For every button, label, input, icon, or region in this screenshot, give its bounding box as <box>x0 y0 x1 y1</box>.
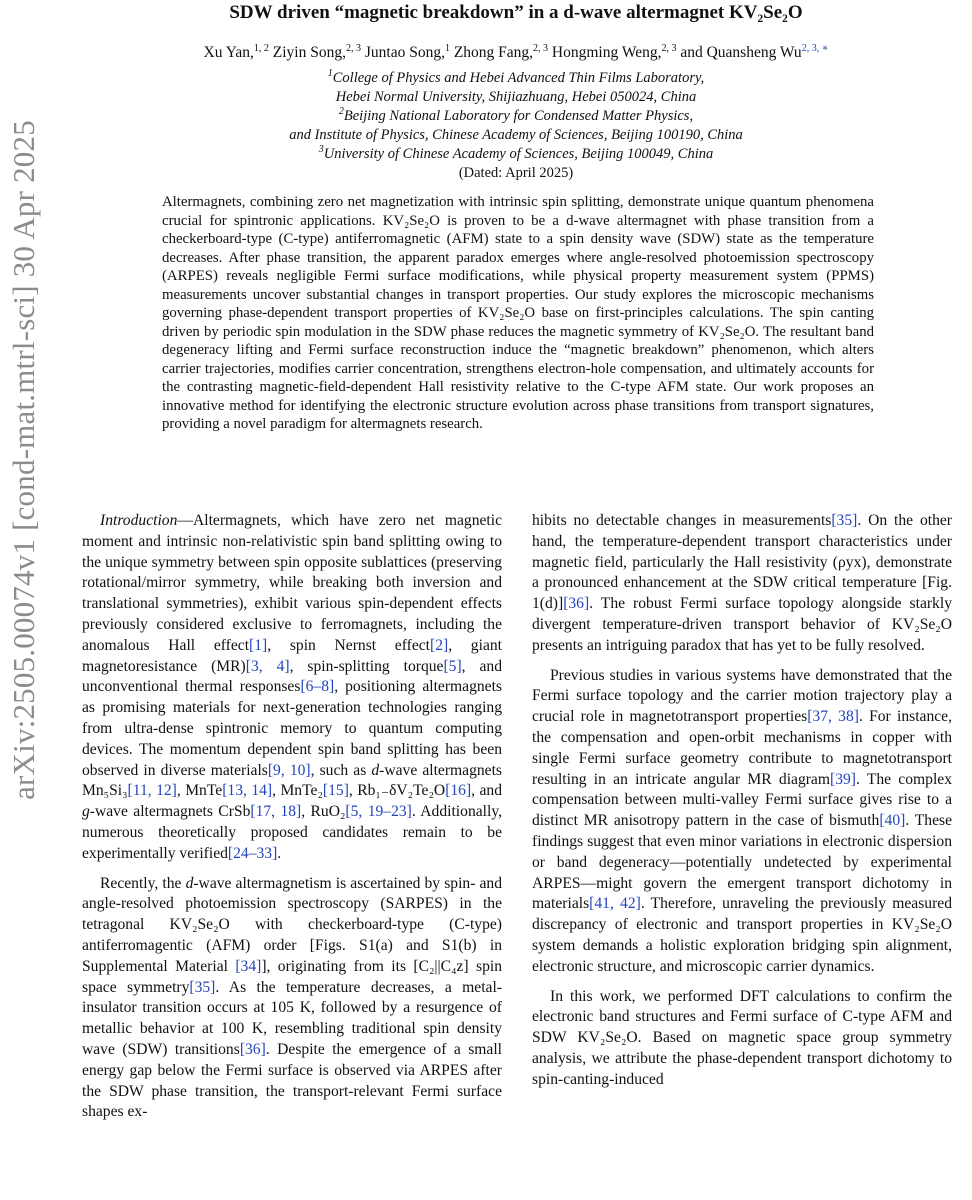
citation-link[interactable]: [9, 10] <box>267 761 311 779</box>
citation-link[interactable]: [1] <box>249 636 268 654</box>
citation-link[interactable]: [34] <box>235 957 262 975</box>
corresponding-author-link[interactable]: 2, 3, ∗ <box>801 42 829 54</box>
citation-link[interactable]: [35] <box>189 978 216 996</box>
author: Zhong Fang,$^{2, 3}$ <box>453 42 549 61</box>
affiliation-line: $^2$Beijing National Laboratory for Condensed Matter Physics, <box>338 106 694 124</box>
citation-link[interactable]: [3, 4] <box>245 657 290 675</box>
citation-link[interactable]: [37, 38] <box>807 708 859 726</box>
affiliations <box>60 69 972 183</box>
author: and Quansheng $Wu^{2, 3, ∗}$ <box>680 42 829 61</box>
author: Xu Yan,$^{1, 2}$ <box>203 42 269 61</box>
author-list <box>60 44 972 62</box>
citation-link[interactable]: [5, 19–23] <box>345 803 412 821</box>
citation-link[interactable]: [16] <box>445 782 472 800</box>
citation-link[interactable]: [15] <box>322 782 349 800</box>
abstract-text: Altermagnets, combining zero net magnetization with intrinsic spin splitting, demonstrate unique quantum phenomena crucial for spintronic applications. KV₂Se₂O is proven to be a d-wave altermagnet with phase transition from a checkerboard-type (C-type) antiferromagnetic (AFM) state to a spin density wave (SDW) state as the temperature decreases. After phase transition, the apparent paradox emerges where angle-resolved photoemission spectroscopy (ARPES) reveals negligible Fermi surface modifications, while physical property measurement system (PPMS) measurements uncover substantial changes in transport properties. Our study explores the microscopic mechanisms governing phase-dependent transport properties of KV₂Se₂O base on first-principles calculations. The spin canting driven by periodic spin modulation in the SDW phase reduces the magnetic symmetry of KV₂Se₂O. The resultant band degeneracy lifting and Fermi surface reconstruction induce the “magnetic breakdown” phenomenon, which alters carrier trajectories, modifies carrier concentration, strengthens electron-hole compensation, and ultimately accounts for the contrasting magnetic-field-dependent Hall resistivity relative to the C-type AFM state. Our work proposes an innovative method for identifying the electronic structure evolution across phase transitions from transport signatures, providing a novel paradigm for altermagnets research. <box>162 194 874 432</box>
paragraph-introduction: Introduction—Altermagnets, which have zero net magnetic moment and intrinsic non-relativistic spin band splitting owing to the unique symmetry between spin opposite sublattices (preserving rotational/mirror symmetry, while breaking both inversion and translational symmetries), exhibit various spin-dependent effects previously considered exclusive to ferromagnets, including the anomalous Hall effect[1], spin Nernst effect[2], giant magnetoresistance (MR)[3, 4], spin-splitting torque[5], and unconventional thermal responses[6–8], positioning altermagnets as promising materials for next-generation technologies ranging from ultra-dense spintronic memory to quantum computing devices. The momentum dependent spin band splitting has been observed in diverse materials[9, 10], such as d-wave altermagnets Mn₅Si₃[11, 12], MnTe[13, 14], MnTe₂[15], Rb₁₋δV₂Te₂O[16], and g-wave altermagnets CrSb[17, 18], RuO₂[5, 19–23]. Additionally, numerous theoretically proposed candidates remain to be experimentally verified[24–33]. <box>82 512 503 862</box>
citation-link[interactable]: [24–33] <box>227 844 278 862</box>
abstract <box>162 193 874 434</box>
section-lead: Introduction <box>100 512 178 529</box>
dated-line: (Dated: April 2025) <box>458 165 574 181</box>
affiliation-line: $^1$College of Physics and Hebei Advanced Thin Films Laboratory, <box>327 68 705 86</box>
citation-link[interactable]: [36] <box>563 595 590 613</box>
citation-link[interactable]: [2] <box>430 636 449 654</box>
citation-link[interactable]: [13, 14] <box>222 782 273 800</box>
right-column <box>532 511 952 1091</box>
author: Ziyin Song,$^{2, 3}$ <box>272 42 361 61</box>
paragraph-recently: Recently, the d-wave altermagnetism is ascertained by spin- and angle-resolved photoemission spectroscopy (SARPES) in the tetragonal KV₂Se₂O with checkerboard-type (C-type) antiferromagentic (AFM) order [Figs. S1(a) and S1(b) in Supplemental Material [34]], originating from its [C₂||C₄z] spin space symmetry[35]. As the temperature decreases, a metal-insulator transition occurs at 105 K, followed by a resurgence of metallic behavior at 100 K, resembling traditional spin density wave (SDW) transitions[36]. Despite the emergence of a small energy gap below the Fermi surface is observed via ARPES after the SDW phase transition, the transport-relevant Fermi surface shapes ex- <box>82 874 503 1121</box>
affiliation-line: and Institute of Physics, Chinese Academy of Sciences, Beijing 100190, China <box>289 127 743 143</box>
paragraph-this-work: In this work, we performed DFT calculations to confirm the electronic band structures and Fermi surface of C-type AFM and SDW KV₂Se₂O. Based on magnetic space group symmetry analysis, we attribute the phase-dependent transport dichotomy to spin-canting-induced <box>532 987 952 1088</box>
citation-link[interactable]: [6–8] <box>300 678 335 696</box>
citation-link[interactable]: [35] <box>831 512 858 529</box>
citation-link[interactable]: [11, 12] <box>127 782 177 800</box>
citation-link[interactable]: [5] <box>443 657 462 675</box>
arxiv-stamp-text: arXiv:2505.00074v1 [cond-mat.mtrl-sci] 30 Apr 2025 <box>6 120 41 800</box>
affiliation-line: Hebei Normal University, Shijiazhuang, Hebei 050024, China <box>335 89 697 105</box>
left-column <box>82 511 502 1123</box>
paragraph-previous-studies: Previous studies in various systems have demonstrated that the Fermi surface topology and the carrier motion trajectory play a crucial role in magnetotransport properties[37, 38]. For instance, the compensation and open-orbit mechanisms in copper with single Fermi surface geometry contribute to magnetotransport resulting in an intricate angular MR diagram[39]. The complex compensation between multi-valley Fermi surface gives rise to a distinct MR anisotropy pattern in the case of bismuth[40]. These findings suggest that even minor variations in electronic dispersion or band degeneracy—potentially undetected by experimental ARPES—might govern the emergent transport dichotomy in materials[41, 42]. Therefore, unraveling the previously measured discrepancy of electronic and transport properties in KV₂Se₂O system demands a holistic exploration bridging spin alignment, electronic structure, and microscopic carrier dynamics. <box>532 666 953 975</box>
citation-link[interactable]: [39] <box>830 770 856 788</box>
author: Juntao Song,$^1$ <box>364 42 450 61</box>
citation-link[interactable]: [36] <box>239 1040 266 1058</box>
author: Hongming Weng,$^{2, 3}$ <box>551 42 677 61</box>
citation-link[interactable]: [17, 18] <box>250 803 302 821</box>
citation-link[interactable]: [40] <box>879 812 906 830</box>
paragraph-continued: hibits no detectable changes in measurements[35]. On the other hand, the temperature-dependent transport characteristics under magnetic field, particularly the Hall resistivity (ρyx), demonstrate a pronounced enhancement at the SDW critical temperature [Fig. 1(d)][36]. The robust Fermi surface topology alongside starkly divergent temperature-driven transport behavior of KV₂Se₂O presents an intriguing paradox that has yet to be fully resolved. <box>532 512 952 654</box>
citation-link[interactable]: [41, 42] <box>589 895 641 913</box>
paper-title: SDW driven “magnetic breakdown” in a d-wave altermagnet KV₂Se₂O <box>229 2 803 23</box>
affiliation-line: $^3$University of Chinese Academy of Sciences, Beijing 100049, China <box>318 144 714 162</box>
arxiv-stamp <box>0 120 46 800</box>
